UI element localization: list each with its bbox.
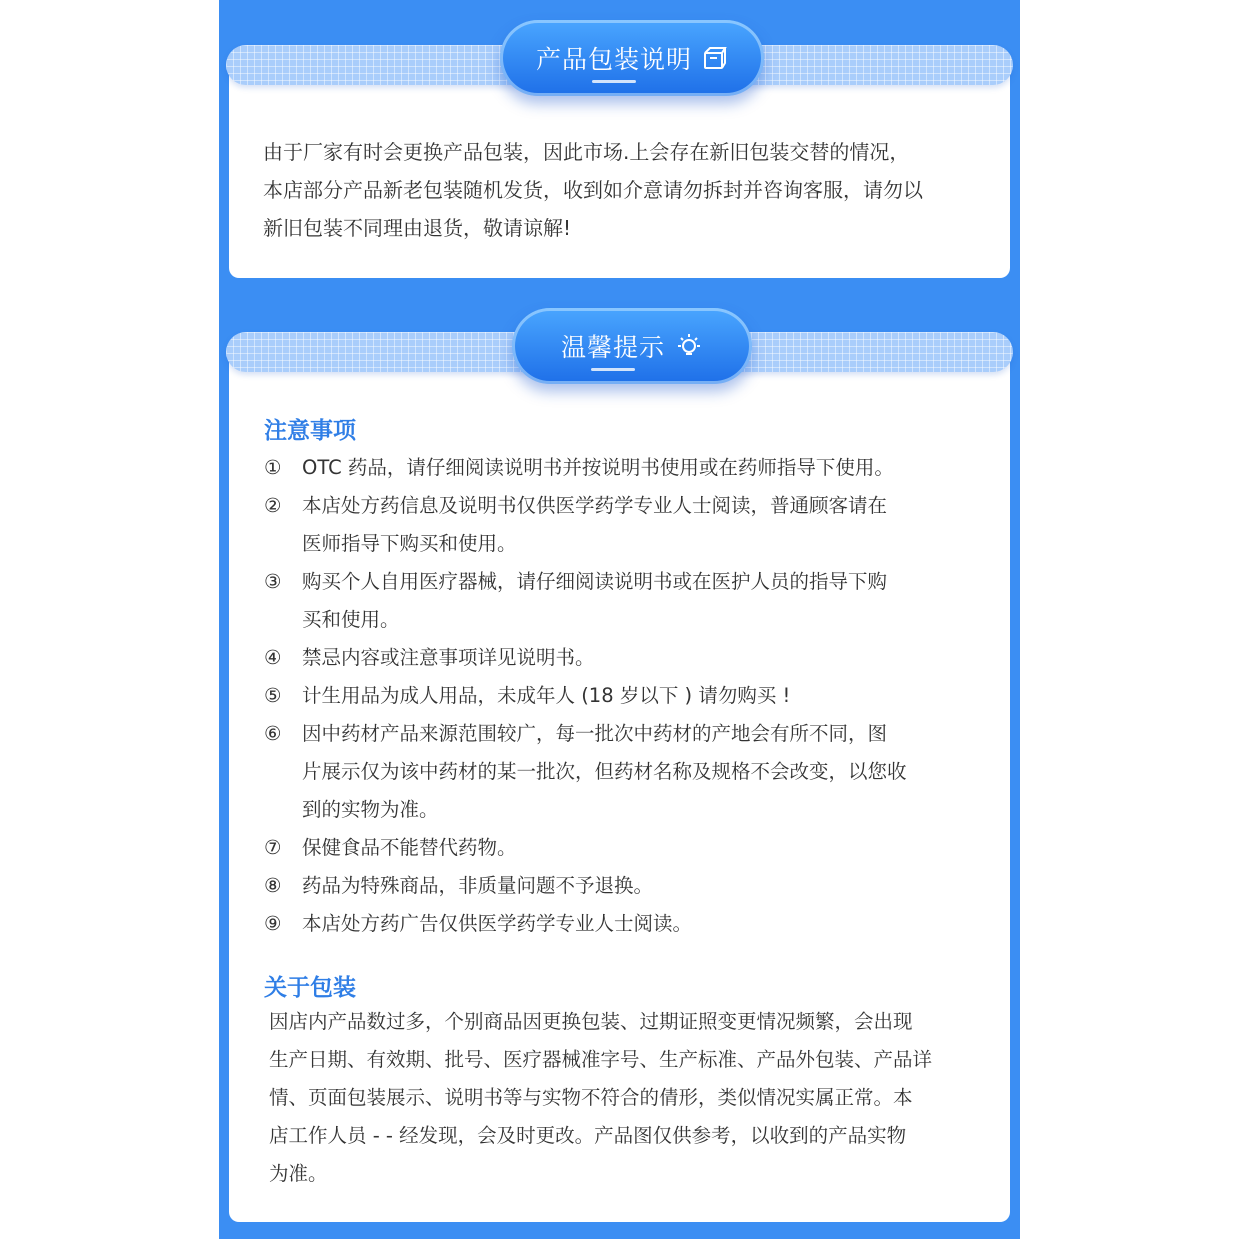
about-line: 生产日期、有效期、批号、医疗器械准字号、生产标准、产品外包装、产品详 [269, 1048, 933, 1071]
list-item: ⑦ 保健食品不能替代药物。 [264, 836, 517, 859]
list-item: ⑤ 计生用品为成人用品，未成年人 (18 岁以下 ) 请勿购买 ! [264, 684, 791, 707]
list-item: ⑥ 因中药材产品来源范围较广，每一批次中药材的产地会有所不同，图 片展示仅为该中药材的某一批次，但药材名称及规格不会改变，以您收 到的实物为准。 [264, 722, 907, 821]
list-item: ⑧ 药品为特殊商品，非质量问题不予退换。 [264, 874, 654, 897]
list-item: ① OTC 药品，请仔细阅读说明书并按说明书使用或在药师指导下使用。 [264, 456, 894, 479]
tips-title: 温馨提示 [561, 328, 665, 364]
notes-list [264, 449, 964, 943]
notice-line: 新旧包装不同理由退货，敬请谅解! [263, 216, 572, 240]
about-line: 为准。 [269, 1162, 328, 1185]
list-item: ④ 禁忌内容或注意事项详见说明书。 [264, 646, 595, 669]
about-packaging-text [269, 1003, 949, 1193]
about-line: 店工作人员 - - 经发现，会及时更改。产品图仅供参考，以收到的产品实物 [269, 1124, 907, 1147]
notice-line: 本店部分产品新老包装随机发货，收到如介意请勿拆封并咨询客服，请勿以 [263, 178, 923, 202]
lightbulb-icon [675, 332, 703, 360]
list-item: ③ 购买个人自用医疗器械，请仔细阅读说明书或在医护人员的指导下购 买和使用。 [264, 570, 888, 631]
notice-line: 由于厂家有时会更换产品包装，因此市场.上会存在新旧包装交替的情况， [263, 140, 910, 164]
tips-title-banner [512, 308, 752, 384]
about-line: 情、页面包装展示、说明书等与实物不符合的倩形，类似情况实属正常。本 [269, 1086, 913, 1109]
notes-heading: 注意事项 [264, 418, 356, 444]
box-icon [702, 45, 728, 71]
about-line: 因店内产品数过多，个别商品因更换包装、过期证照变更情况频繁，会出现 [269, 1010, 913, 1033]
packaging-notice-text [263, 133, 983, 247]
list-item: ⑨ 本店处方药广告仅供医学药学专业人士阅读。 [264, 912, 693, 935]
packaging-title-banner [500, 20, 764, 96]
packaging-title: 产品包装说明 [536, 40, 692, 76]
list-item: ② 本店处方药信息及说明书仅供医学药学专业人士阅读，普通顾客请在 医师指导下购买和使用。 [264, 494, 888, 555]
about-packaging-heading: 关于包装 [264, 975, 356, 1001]
